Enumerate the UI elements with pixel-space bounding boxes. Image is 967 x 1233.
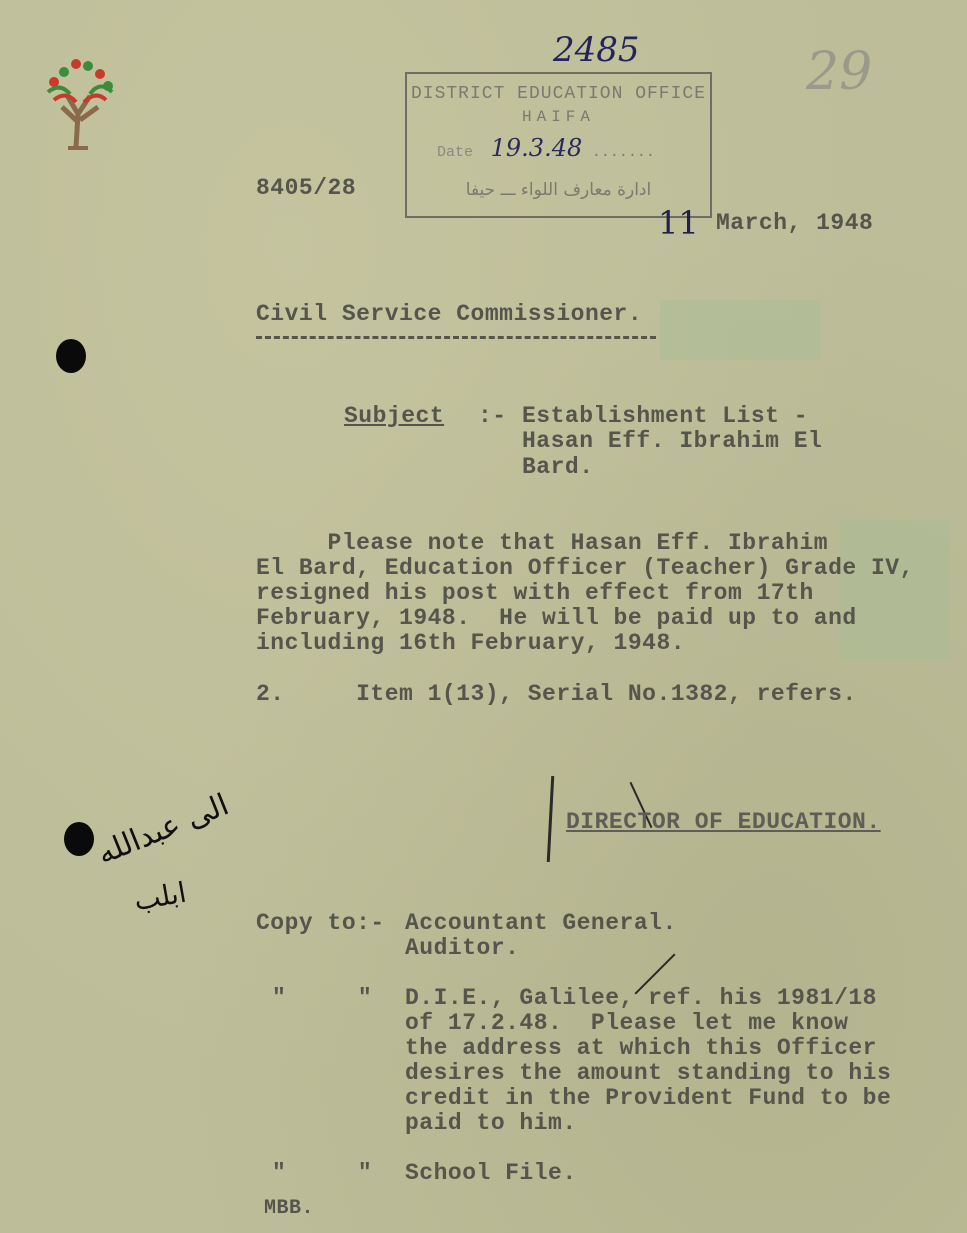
- office-stamp: [405, 72, 712, 218]
- handwritten-number: 2485: [553, 30, 640, 70]
- typist-initials: MBB.: [264, 1197, 315, 1220]
- punch-hole: [64, 822, 94, 856]
- subject-line-2: Hasan Eff. Ibrahim El: [522, 428, 823, 454]
- copy-die-line: paid to him.: [405, 1110, 577, 1136]
- copy-label: Copy to:-: [256, 910, 385, 936]
- copy-accountant: Accountant General.: [405, 910, 677, 936]
- margin-note-line2: ابلب: [131, 875, 189, 918]
- stamp-line2: HAIFA: [521, 108, 595, 126]
- subject-separator: :-: [478, 403, 507, 429]
- tree-logo-icon: [40, 52, 120, 152]
- body-paragraph-2: 2. Item 1(13), Serial No.1382, refers.: [256, 681, 857, 707]
- subject-label: Subject: [344, 403, 445, 429]
- copy-die-line: credit in the Provident Fund to be: [405, 1085, 892, 1111]
- addressee: Civil Service Commissioner.: [256, 301, 643, 327]
- body-line: Please note that Hasan Eff. Ibrahim: [256, 530, 829, 556]
- ditto-mark: " ": [272, 985, 373, 1011]
- body-line: February, 1948. He will be paid up to and: [256, 605, 857, 631]
- copy-die-line: D.I.E., Galilee, ref. his 1981/18: [405, 985, 877, 1011]
- copy-auditor: Auditor.: [405, 935, 520, 961]
- date-line: March, 1948: [716, 210, 874, 236]
- page-mark: 29: [806, 42, 873, 102]
- paper-stain: [840, 520, 950, 660]
- ditto-mark: " ": [272, 1160, 373, 1186]
- body-line: El Bard, Education Officer (Teacher) Grade IV,: [256, 555, 914, 581]
- copy-die-line: of 17.2.48. Please let me know: [405, 1010, 849, 1036]
- paper-stain: [660, 300, 820, 360]
- date-day: 11: [658, 204, 699, 242]
- margin-note-line1: الى عبدالله: [92, 787, 234, 872]
- body-line: including 16th February, 1948.: [256, 630, 686, 656]
- director-title: DIRECTOR OF EDUCATION.: [566, 809, 881, 835]
- file-reference: 8405/28: [256, 175, 357, 201]
- stamp-date-value: 19.3.48: [490, 134, 583, 162]
- subject-line-3: Bard.: [522, 454, 594, 480]
- punch-hole: [56, 339, 86, 373]
- signature-stroke: [547, 776, 554, 862]
- stamp-line1: DISTRICT EDUCATION OFFICE: [410, 84, 707, 104]
- copy-die-line: the address at which this Officer: [405, 1035, 877, 1061]
- body-line: resigned his post with effect from 17th: [256, 580, 814, 606]
- stamp-date-dots: .......: [591, 144, 655, 161]
- stamp-arabic: ادارة معارف اللواء ـــ حيفا: [465, 180, 652, 200]
- copy-school-file: School File.: [405, 1160, 577, 1186]
- copy-die-line: desires the amount standing to his: [405, 1060, 892, 1086]
- addressee-underline: [256, 336, 656, 339]
- stamp-date-row: [437, 134, 687, 162]
- stamp-date-label: Date: [437, 144, 474, 161]
- subject-line-1: Establishment List -: [522, 403, 809, 429]
